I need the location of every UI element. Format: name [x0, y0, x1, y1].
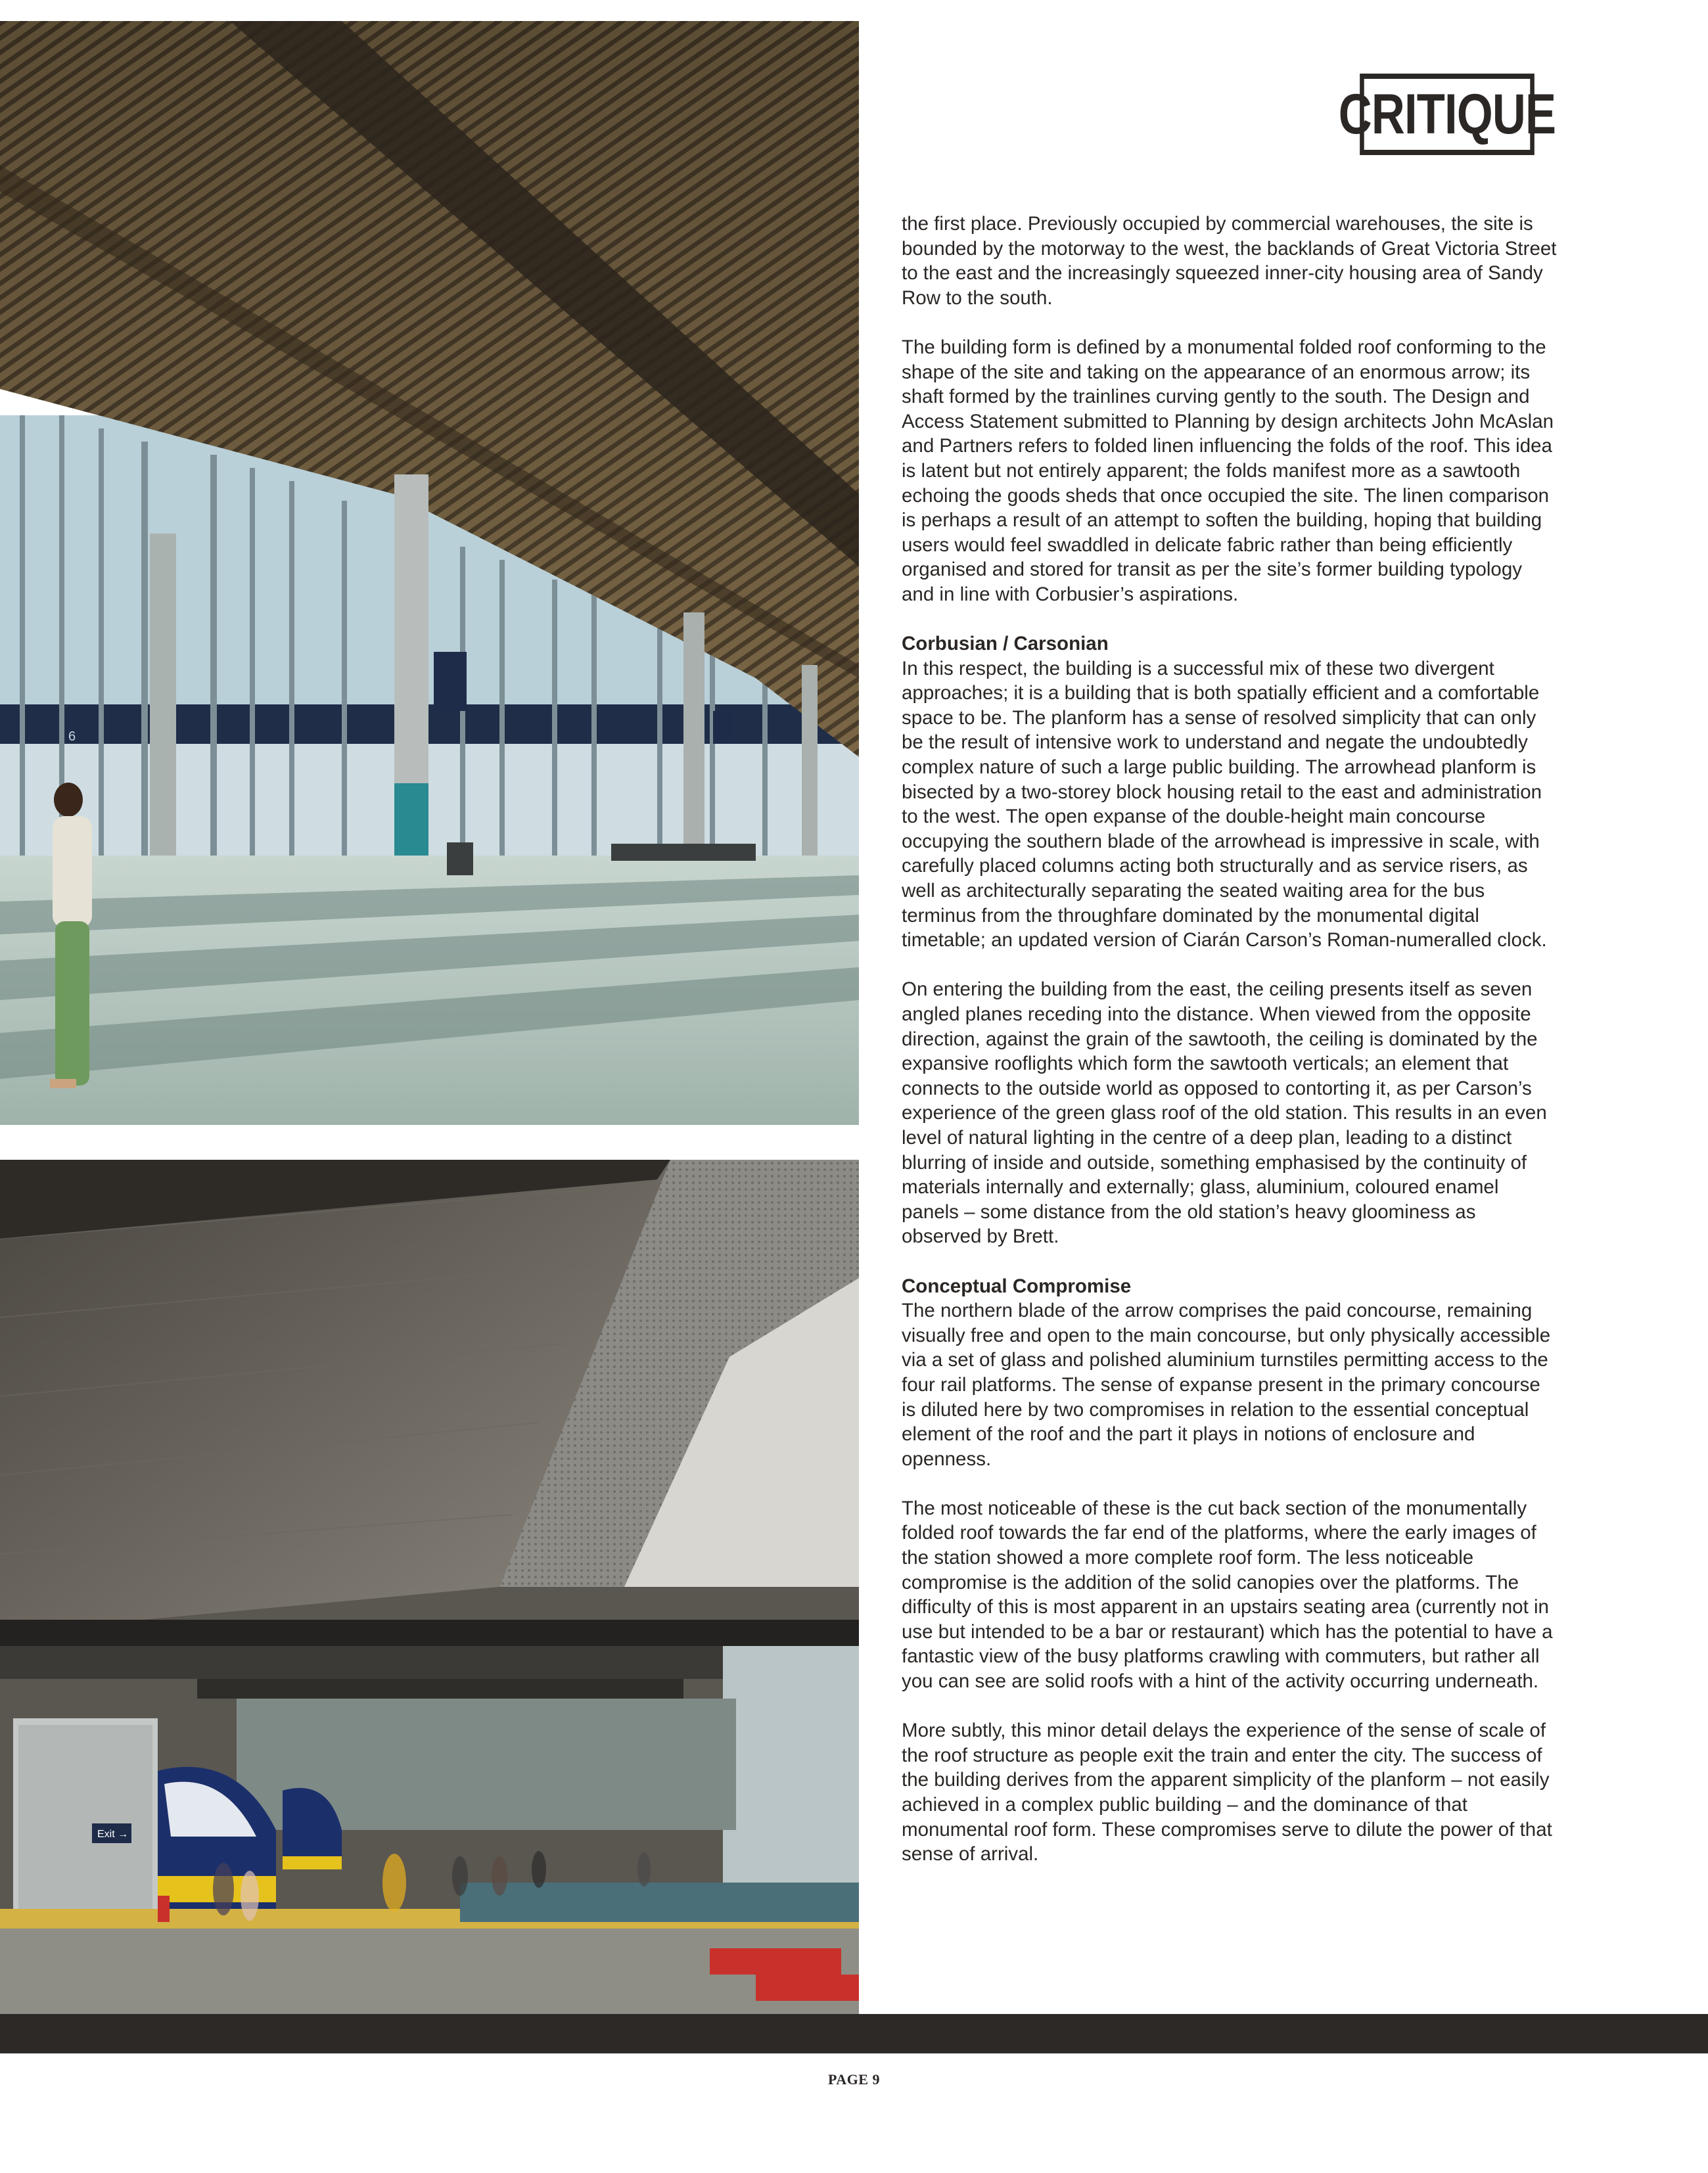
footer-bar — [0, 2014, 1708, 2053]
article-body — [902, 212, 1559, 1891]
article-paragraph: On entering the building from the east, the ceiling presents itself as seven angled planes receding into the distance. When viewed from the opposite direction, against the grain of the sawtooth, the ceiling is dominated by the expansive rooflights which form the sawtooth verticals; an element that connects to the outside world as opposed to contorting it, as per Carson’s experience of the green glass roof of the old station. This results in an even level of natural lighting in the centre of a deep plan, leading to a distinct blurring of inside and outside, something emphasised by the continuity of materials internally and externally; glass, aluminium, coloured enamel panels – some distance from the old station’s heavy gloominess as observed by Brett. — [902, 978, 1547, 1248]
article-paragraph: The northern blade of the arrow comprises the paid concourse, remaining visually free and open to the main concourse, but only physically accessible via a set of glass and polished aluminium turnstiles permitting access to the four rail platforms. The sense of expanse present in the primary concourse is diluted here by two compromises in relation to the essential conceptual element of the roof and the part it plays in notions of enclosure and openness. — [902, 1300, 1551, 1470]
exit-sign: Exit → — [97, 1829, 129, 1840]
subheading-corbusian-carsonian: Corbusian / Carsonian — [902, 633, 1109, 655]
traveller-figure — [50, 783, 92, 1088]
concourse-photo-illustration — [0, 21, 859, 1125]
platforms-photo — [0, 1160, 859, 2014]
article-paragraph: The most noticeable of these is the cut back section of the monumentally folded roof towards the far end of the platforms, where the early images of the station showed a more complete roof form. The less noticeable compromise is the addition of the solid canopies over the platforms. The difficulty of this is most apparent in an upstairs seating area (currently not in use but intended to be a bar or restaurant) which has the potential to have a fantastic view of the busy platforms crawling with commuters, but rather all you can see are solid roofs with a hint of the activity occurring underneath. — [902, 1497, 1553, 1693]
platforms-photo-illustration — [0, 1160, 859, 2014]
platform-number-sign: 6 — [68, 729, 76, 744]
article-paragraph: In this respect, the building is a successful mix of these two divergent approaches; it is a building that is both spatially efficient and a comfortable space to be. The planform has a sense of resolved simplicity that can only be the result of intensive work to understand and negate the undoubtedly complex nature of such a large public building. The arrowhead planform is bisected by a two-storey block housing retail to the east and administration to the west. The open expanse of the double-height main concourse occupying the southern blade of the arrowhead is impressive in scale, with carefully placed columns acting both structurally and as service risers, as well as architecturally separating the seated waiting area for the bus terminus from the throughfare dominated by the monumental digital timetable; an updated version of Ciarán Carson’s Roman-numeralled clock. — [902, 657, 1547, 951]
article-paragraph: The building form is defined by a monumental folded roof conforming to the shape of the site and taking on the appearance of an enormous arrow; its shaft formed by the trainlines curving gently to the south. The Design and Access Statement submitted to Planning by design architects John McAslan and Partners refers to folded linen influencing the folds of the roof. This idea is latent but not entirely apparent; the folds manifest more as a sawtooth echoing the goods sheds that once occupied the site. The linen comparison is perhaps a result of an attempt to soften the building, hoping that building users would feel swaddled in delicate fabric rather than being efficiently organised and stored for transit as per the site’s former building typology and in line with Corbusier’s aspirations. — [902, 336, 1554, 605]
article-paragraph: More subtly, this minor detail delays the experience of the sense of scale of the roof structure as people exit the train and enter the city. The success of the building derives from the apparent simplicity of the planform – not easily achieved in a complex public building – and the dominance of that monumental roof form. These compromises serve to dilute the power of that sense of arrival. — [902, 1720, 1552, 1865]
section-badge: CRITIQUE — [1360, 74, 1535, 155]
subheading-conceptual-compromise: Conceptual Compromise — [902, 1275, 1132, 1297]
concourse-photo — [0, 21, 859, 1125]
article-paragraph: the first place. Previously occupied by commercial warehouses, the site is bounded by the motorway to the west, the backlands of Great Victoria Street to the east and the increasingly squeezed inner-city housing area of Sandy Row to the south. — [902, 213, 1557, 309]
page-number: PAGE 9 — [828, 2071, 880, 2088]
